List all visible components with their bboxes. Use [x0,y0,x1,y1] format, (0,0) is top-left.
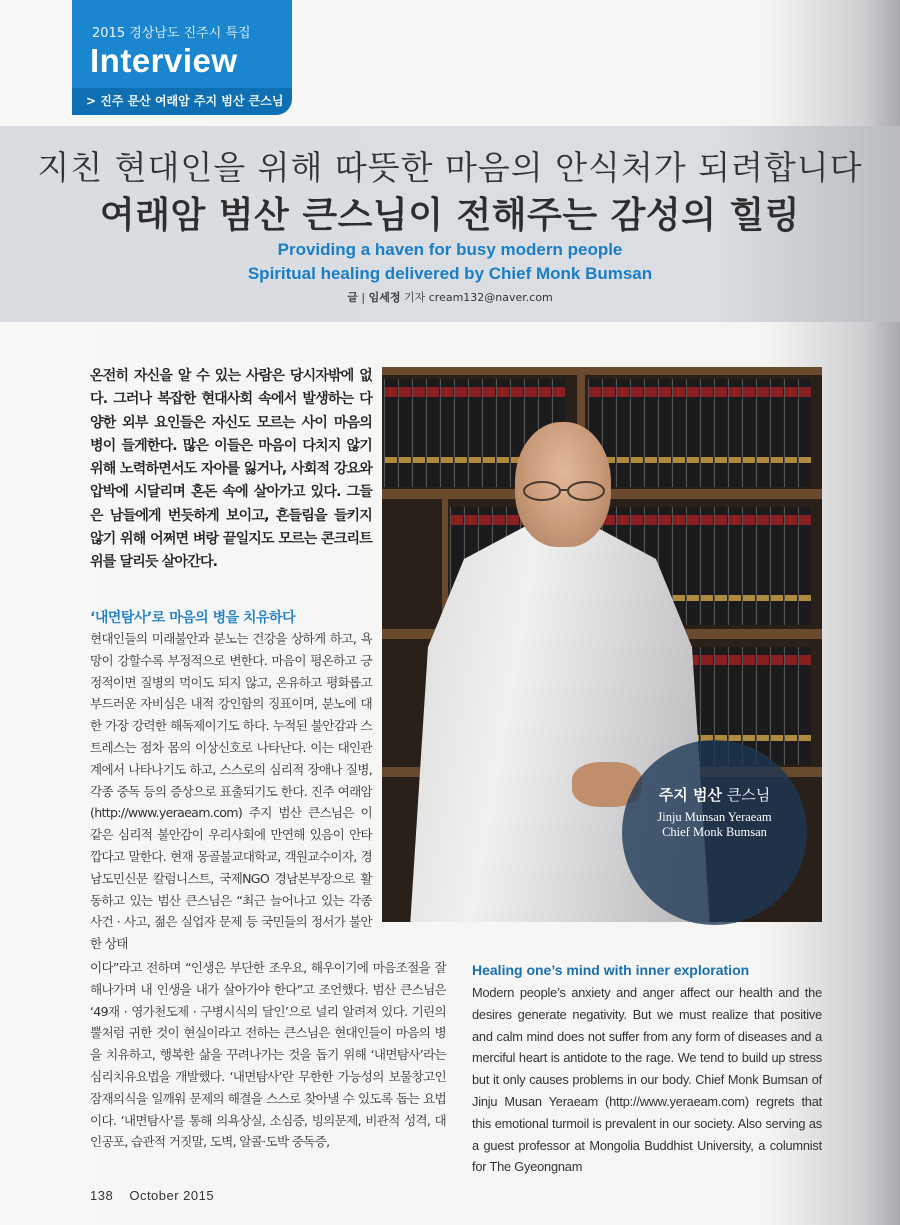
book-spine [644,379,657,487]
book-band [743,735,755,741]
book-band [659,457,671,463]
body-english: Modern people’s anxiety and anger affect our health and the desires generate negativity. But we must realize that positive and calm mind does not suffer from any form of diseases and a merciful heart is antidote to the rage. We tend to build up stress but it only causes problems in our body. Chief Monk Bumsan of Jinju Musan Yeraeam (http://www.yeraeam.com) regrets that this emotional turmoil is prevalent in our society. Also serving as a guest professor at Mongolia Buddhist University, a columnist for The Gyeongnam [472,985,822,1175]
book-band [771,457,783,463]
book-label [701,387,713,397]
book-band [799,595,811,601]
book-label [785,515,797,525]
book-label [743,515,755,525]
book-band [441,457,453,463]
book-band [469,457,481,463]
book-spine [468,379,481,487]
book-band [729,735,741,741]
book-label [785,655,797,665]
byline-role: 기자 [403,291,426,304]
book-band [799,735,811,741]
book-label [631,515,643,525]
book-spine [784,507,797,625]
book-band [617,457,629,463]
book-spine [686,507,699,625]
book-label [455,387,467,397]
book-band [785,595,797,601]
book-band [645,457,657,463]
book-label [715,515,727,525]
book-spine [616,379,629,487]
book-spine [398,379,411,487]
byline-separator: | [361,291,366,304]
book-label [493,515,505,525]
book-band [385,457,397,463]
book-label [603,387,615,397]
header-subtitle: > 진주 문산 여래암 주지 범산 큰스님 [72,88,292,115]
issue-date: October 2015 [129,1188,215,1203]
book-band [757,735,769,741]
caption-korean-bold: 주지 범산 [658,786,722,804]
book-spine [728,507,741,625]
book-spine [658,379,671,487]
book-label [539,387,551,397]
book-label [399,387,411,397]
book-label [701,655,713,665]
book-spine [770,647,783,765]
book-spine [714,507,727,625]
book-label [525,387,537,397]
book-spine [700,379,713,487]
book-label [465,515,477,525]
book-label [631,387,643,397]
book-label [385,387,397,397]
book-band [771,595,783,601]
book-label [673,515,685,525]
book-label [799,515,811,525]
book-spine [784,379,797,487]
book-band [743,595,755,601]
book-spine [798,379,811,487]
book-band [413,457,425,463]
intro-paragraph: 온전히 자신을 알 수 있는 사람은 당시자밖에 없다. 그러나 복잡한 현대사회 속에서 발생하는 다양한 외부 요인들은 자신도 모르는 사이 마음의 병이 들게한다. 많은 이들은 마음이 다치지 않기 위해 노력하면서도 자아를 잃거나, 사회적 강요와 압박에 시달리며 혼돈 속에 살아가고 있다. 그들은 남들에게 번듯하게 보이고, 흔들림을 들키지 않기 위해 어쩌면 벼랑 끝일지도 모르는 콘크리트 위를 달리듯 살아간다. [90,368,372,571]
book-label [771,515,783,525]
book-band [729,457,741,463]
book-label [729,515,741,525]
book-label [479,515,491,525]
book-spine [672,379,685,487]
book-band [785,457,797,463]
headline-korean-2: 여래암 범산 큰스님이 전해주는 감성의 힐링 [99,195,801,236]
book-label [645,387,657,397]
book-spine [770,379,783,487]
book-label [743,655,755,665]
book-spine [496,379,509,487]
book-spine [756,507,769,625]
book-spine [798,507,811,625]
book-label [687,515,699,525]
book-label [645,515,657,525]
book-label [701,515,713,525]
byline-label: 글 [347,291,358,304]
book-spine [412,379,425,487]
section-title-korean: ‘내면탐사’로 마음의 병을 치유하다 [90,610,296,626]
headline-korean-1: 지친 현대인을 위해 따뜻한 마음의 안식처가 되려합니다 [37,148,863,187]
book-spine [714,379,727,487]
book-spine [630,379,643,487]
book-label [771,655,783,665]
book-band [455,457,467,463]
photo-caption-badge [622,740,807,925]
book-band [771,735,783,741]
book-label [497,387,509,397]
book-label [511,387,523,397]
book-band [715,457,727,463]
book-band [673,457,685,463]
book-spine [798,647,811,765]
book-spine [700,507,713,625]
book-label [757,387,769,397]
book-label [483,387,495,397]
book-spine [756,647,769,765]
book-label [427,387,439,397]
byline-author: 임세정 [368,291,401,304]
page-number: 138 [90,1188,114,1203]
book-label [687,387,699,397]
book-label [507,515,519,525]
book-spine [784,647,797,765]
book-spine [756,379,769,487]
book-spine [440,379,453,487]
book-label [553,387,565,397]
page-footer [90,1188,226,1203]
book-band [673,595,685,601]
book-spine [686,379,699,487]
body-korean-column: 현대인들의 미래불안과 분노는 건강을 상하게 하고, 욕망이 강할수록 부정적으로 변한다. 마음이 평온하고 긍정적이면 질병의 먹이도 되지 않고, 온유하고 평화롭고 부드러운 자비심은 내적 강인함의 징표이며, 분노에 대한 가장 강력한 해독제이기도 하다. 누적된 불안감과 스트레스는 점차 몸의 이상신호로 나타난다. 이는 대인관계에서 나타나기도 하고, 스스로의 심리적 장애나 질병, 각종 중독 등의 증상으로 표출되기도 한다. 진주 여래암(http://www.yeraeam.com) 주지 범산 큰스님은 이 같은 심리적 불안감이 우리사회에 만연해 있음이 안타깝다고 말한다. 현재 몽골불교대학교, 객원교수이자, 경남도민신문 칼럼니스트, 국제NGO 경남본부장으로 활동하고 있는 범산 큰스님은 “최근 늘어나고 있는 각종 사건 · 사고, 젊은 실업자 문제 등 국민들의 정서가 불안한 상태 [90,631,372,952]
book-label [715,655,727,665]
book-band [427,457,439,463]
book-band [687,595,699,601]
book-label [715,387,727,397]
book-band [687,457,699,463]
headline-english [0,238,900,286]
book-spine [454,379,467,487]
book-band [399,457,411,463]
book-label [771,387,783,397]
book-label [589,387,601,397]
book-label [469,387,481,397]
book-spine [742,379,755,487]
book-band [631,457,643,463]
caption-korean-rest: 큰스님 [721,786,771,804]
book-band [757,595,769,601]
book-label [659,387,671,397]
book-spine [728,379,741,487]
body-korean-wide: 이다”라고 전하며 “인생은 부단한 조우요, 해우이기에 마음조절을 잘해나가며 내 인생을 내가 살아가야 한다”고 조언했다. 범산 큰스님은 ‘49재 · 영가천도제 · 구병시식의 달인’으로 널리 알려져 있다. 기린의 뿔처럼 귀한 것이 현실이라고 전하는 큰스님은 현대인들이 마음의 병을 치유하고, 행복한 삶을 꾸려나가는 것을 돕기 위해 ‘내면탐사’라는 심리치유요법을 개발했다. ‘내면탐사’란 무한한 가능성의 보물창고인 잠재의식을 일깨워 문제의 해결을 스스로 찾아낼 수 있도록 돕는 요법이다. ‘내면탐사’를 통해 의욕상실, 소심증, 빙의문제, 비관적 성격, 대인공포, 습관적 거짓말, 도벽, 알콜·도박 중독증, [90,960,446,1150]
book-label [799,655,811,665]
book-spine [742,507,755,625]
book-spine [426,379,439,487]
book-label [617,515,629,525]
byline [0,289,900,305]
book-label [659,515,671,525]
headline-english-1: Providing a haven for busy modern people [277,240,623,259]
book-spine [770,507,783,625]
book-label [451,515,463,525]
book-label [673,387,685,397]
book-band [729,595,741,601]
book-band [497,457,509,463]
header-special-label: 2015 경상남도 진주시 특집 [92,26,251,41]
interview-header [72,0,292,115]
book-label [441,387,453,397]
glasses-icon [520,480,610,502]
book-band [799,457,811,463]
book-band [483,457,495,463]
book-band [715,595,727,601]
book-band [785,735,797,741]
caption-english [622,810,807,840]
book-label [743,387,755,397]
book-label [757,515,769,525]
book-band [701,595,713,601]
book-label [413,387,425,397]
book-label [729,387,741,397]
caption-korean [622,784,807,805]
book-band [757,457,769,463]
book-spine [384,379,397,487]
header-title: Interview [90,42,238,79]
book-spine [482,379,495,487]
byline-email: cream132@naver.com [428,291,553,304]
book-label [799,387,811,397]
bookshelf-top [382,367,822,375]
book-label [729,655,741,665]
headline-english-2: Spiritual healing delivered by Chief Monk Bumsan [247,264,653,283]
book-band [701,457,713,463]
book-label [757,655,769,665]
book-label [785,387,797,397]
book-label [617,387,629,397]
book-band [743,457,755,463]
caption-english-2: Chief Monk Bumsan [662,825,767,839]
section-title-english: Healing one’s mind with inner exploration [472,962,750,978]
caption-english-1: Jinju Munsan Yeraeam [657,810,772,824]
